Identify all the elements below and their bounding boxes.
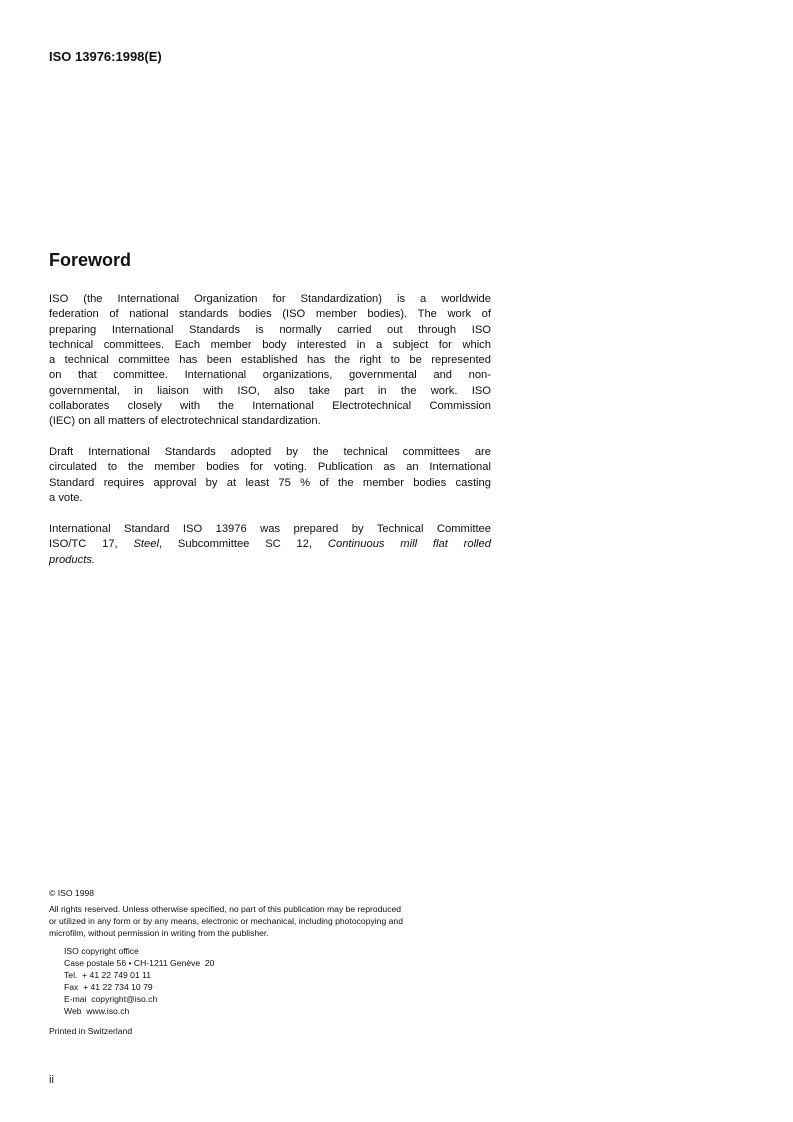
copyright-notice: © ISO 1998 bbox=[49, 888, 95, 898]
text-segment: , Subcommittee SC 12, bbox=[158, 538, 328, 551]
office-email: E-mai copyright@iso.ch bbox=[64, 994, 158, 1004]
text-line: Draft International Standards adopted by the technical committees are bbox=[49, 446, 491, 458]
text-line: International Standard ISO 13976 was prepared by Technical Committee bbox=[49, 523, 491, 535]
office-fax: Fax + 41 22 734 10 79 bbox=[64, 982, 153, 992]
document-id-header: ISO 13976:1998(E) bbox=[49, 49, 162, 64]
text-line: collaborates closely with the International Electrotechnical Commission bbox=[49, 400, 491, 413]
office-postal: Case postale 56 • CH-1211 Genève 20 bbox=[64, 958, 215, 968]
office-name: ISO copyright office bbox=[64, 946, 139, 956]
section-title: Foreword bbox=[49, 250, 132, 270]
text-line: technical committees. Each member body interested in a subject for which bbox=[49, 338, 491, 351]
italic-subcommittee-title: Continuous mill flat rolled bbox=[327, 538, 491, 551]
text-line: preparing International Standards is normally carried out through ISO bbox=[49, 323, 491, 336]
text-line: or utilized in any form or by any means, electronic or mechanical, including photocopying and bbox=[49, 916, 403, 926]
italic-term-steel: Steel bbox=[133, 538, 159, 551]
copyright-office-address bbox=[64, 945, 214, 1017]
italic-subcommittee-title-end: products. bbox=[49, 553, 96, 566]
office-tel: Tel. + 41 22 749 01 11 bbox=[64, 970, 152, 980]
text-line: on that committee. International organizations, governmental and non- bbox=[49, 369, 491, 382]
text-line: a technical committee has been established has the right to be represented bbox=[49, 354, 491, 367]
text-line: circulated to the member bodies for voting. Publication as an International bbox=[49, 461, 491, 474]
rights-statement bbox=[49, 903, 491, 939]
page-number: ii bbox=[49, 1074, 54, 1086]
foreword-paragraph-3 bbox=[49, 522, 491, 568]
text-segment: ISO/TC 17, bbox=[49, 538, 134, 551]
text-line: Standard requires approval by at least 75 % of the member bodies casting bbox=[49, 476, 491, 489]
text-line: ISO (the International Organization for Standardization) is a worldwide bbox=[49, 293, 491, 305]
text-line: (IEC) on all matters of electrotechnical standardization. bbox=[49, 415, 321, 428]
text-line bbox=[49, 537, 491, 552]
printed-in: Printed in Switzerland bbox=[49, 1026, 133, 1036]
text-line: federation of national standards bodies (ISO member bodies). The work of bbox=[49, 308, 491, 321]
text-line: microfilm, without permission in writing from the publisher. bbox=[49, 928, 269, 938]
text-line: a vote. bbox=[49, 491, 83, 504]
text-line bbox=[49, 553, 491, 568]
office-web: Web www.iso.ch bbox=[64, 1006, 130, 1016]
foreword-paragraph-2 bbox=[49, 445, 491, 506]
foreword-paragraph-1 bbox=[49, 292, 491, 430]
text-line: All rights reserved. Unless otherwise specified, no part of this publication may be reproduced bbox=[49, 904, 402, 914]
text-line: governmental, in liaison with ISO, also take part in the work. ISO bbox=[49, 384, 491, 397]
